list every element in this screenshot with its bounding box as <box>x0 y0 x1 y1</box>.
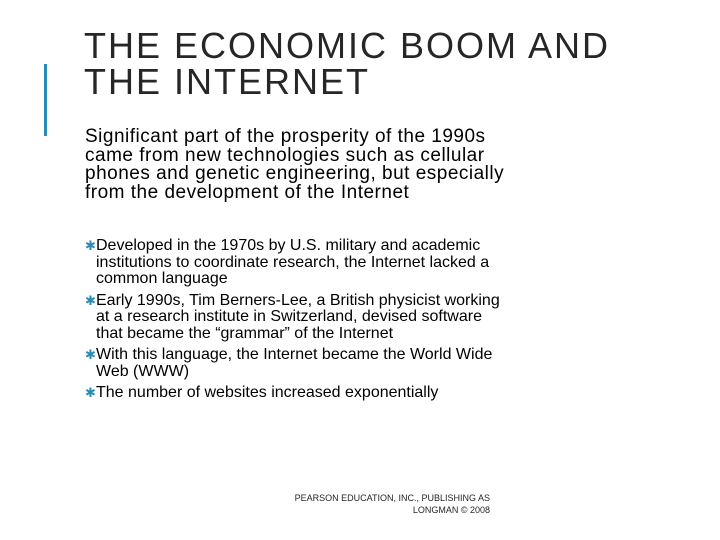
bullet-text: The number of websites increased exponentially <box>96 384 439 401</box>
bullet-text: Early 1990s, Tim Berners-Lee, a British physicist working at a research institute in Switzerland, devised software that became the “grammar” of the Internet <box>96 291 500 342</box>
slide-footer <box>230 492 490 516</box>
asterisk-bullet-icon: ✱ <box>85 347 96 362</box>
bullet-item <box>85 238 505 288</box>
footer-line-2: LONGMAN © 2008 <box>412 505 490 515</box>
asterisk-bullet-icon: ✱ <box>85 238 96 253</box>
bullet-item <box>85 293 505 343</box>
bullet-text: Developed in the 1970s by U.S. military and academic institutions to coordinate research, the Internet lacked a common language <box>96 237 490 287</box>
footer-line-1: PEARSON EDUCATION, INC., PUBLISHING AS <box>294 493 490 503</box>
title-accent-bar <box>44 64 47 136</box>
slide-title <box>84 25 704 102</box>
slide-title-line-2: THE INTERNET <box>84 61 371 102</box>
bullet-item <box>85 347 505 380</box>
asterisk-bullet-icon: ✱ <box>85 292 96 308</box>
asterisk-bullet-icon: ✱ <box>85 385 96 400</box>
bullet-list <box>85 238 505 407</box>
slide-body-paragraph: Significant part of the prosperity of the 1990s came from new technologies such as cellular phones and genetic engineering, but especially from the development of the Internet <box>85 126 505 203</box>
bullet-item <box>85 385 505 402</box>
bullet-text: With this language, the Internet became the World Wide Web (WWW) <box>96 346 493 380</box>
slide-title-line-1: THE ECONOMIC BOOM AND <box>84 25 611 66</box>
